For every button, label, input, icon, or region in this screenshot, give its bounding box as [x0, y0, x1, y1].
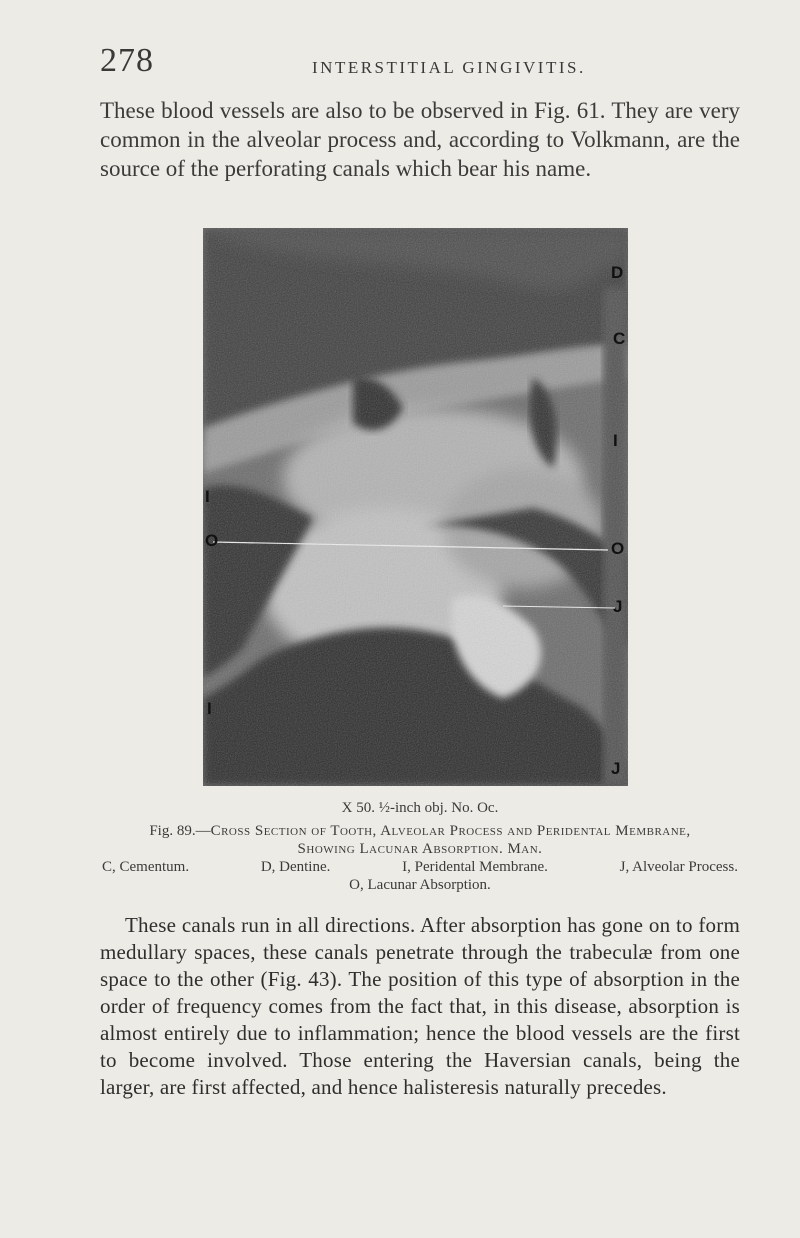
caption-title-line-1: Cross Section of Tooth, Alveolar Process and Peridental Membrane,: [210, 823, 691, 839]
running-head: INTERSTITIAL GINGIVITIS.: [312, 58, 586, 77]
label-c: C: [613, 329, 626, 348]
label-i-right: I: [613, 431, 618, 450]
legend-o: O, Lacunar Absorption.: [349, 877, 491, 893]
legend-c: C, Cementum.: [102, 859, 190, 875]
label-d: D: [611, 263, 624, 282]
label-j-bottom: J: [611, 759, 621, 778]
label-o-right: O: [611, 539, 625, 558]
micrograph-figure: [203, 228, 628, 786]
caption-legend: [100, 858, 740, 876]
caption-title-line-2: Showing Lacunar Absorption. Man.: [297, 841, 543, 857]
legend-j: J, Alveolar Process.: [619, 859, 738, 875]
legend-d: D, Dentine.: [260, 859, 331, 875]
figure-magnification: X 50. ½-inch obj. No. Oc.: [341, 800, 499, 816]
legend-i: I, Peridental Membrane.: [402, 859, 548, 875]
label-o-left: O: [205, 531, 219, 550]
label-i-left-bottom: I: [207, 699, 212, 718]
micrograph-image: [203, 228, 628, 786]
label-j-mid: J: [613, 597, 623, 616]
caption-title: [100, 822, 740, 840]
body-paragraph-1: These blood vessels are also to be observed in Fig. 61. They are very common in the alveolar process and, according to Volkmann, are the source of the perforating canals which bear his name.: [100, 98, 740, 181]
page-number: 278: [100, 42, 154, 79]
page-header: [100, 42, 740, 82]
caption-fig-prefix: Fig. 89.—: [149, 823, 211, 839]
figure-caption: [100, 822, 740, 894]
caption-legend-row-2: [100, 876, 740, 894]
label-i-left-top: I: [205, 487, 210, 506]
body-paragraph-2: These canals run in all directions. After absorption has gone on to form medullary spaces, these canals penetrate through the trabeculæ from one space to the other (Fig. 43). The position of this type of absorption in the order of frequency comes from the fact that, in this disease, absorption is almost entirely due to inflammation; hence the blood vessels are the first to become involved. Those entering the Haversian canals, being the larger, are first affected, and hence halisteresis naturally precedes.: [100, 913, 740, 1099]
